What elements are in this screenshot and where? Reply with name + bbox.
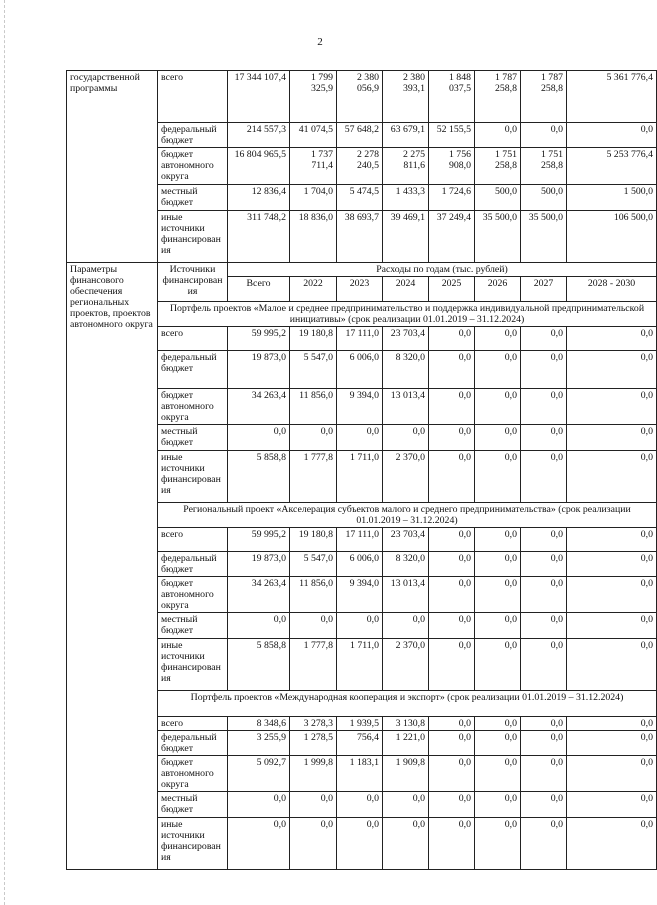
value-cell: 0,0 — [567, 528, 657, 552]
value-cell: 5 858,8 — [228, 451, 290, 503]
value-cell: 0,0 — [429, 425, 475, 451]
expenses-header: Расходы по годам (тыс. рублей) — [228, 263, 657, 277]
value-cell: 9 394,0 — [337, 577, 383, 613]
value-cell: 0,0 — [429, 639, 475, 691]
value-cell: 1 724,6 — [429, 185, 475, 211]
value-cell: 0,0 — [567, 717, 657, 731]
value-cell: 1 704,0 — [290, 185, 337, 211]
value-cell: 23 703,4 — [383, 528, 429, 552]
value-cell: 0,0 — [228, 425, 290, 451]
value-cell: 0,0 — [475, 717, 521, 731]
table-row — [67, 263, 657, 277]
year-header: 2022 — [290, 277, 337, 302]
value-cell: 0,0 — [521, 818, 567, 870]
value-cell: 0,0 — [475, 451, 521, 503]
value-cell: 0,0 — [228, 792, 290, 818]
value-cell: 0,0 — [567, 639, 657, 691]
value-cell: 0,0 — [567, 123, 657, 148]
value-cell: 0,0 — [475, 577, 521, 613]
value-cell: 11 856,0 — [290, 577, 337, 613]
source-label: местный бюджет — [158, 185, 228, 211]
value-cell: 0,0 — [290, 792, 337, 818]
value-cell: 0,0 — [429, 731, 475, 756]
value-cell: 0,0 — [475, 327, 521, 351]
value-cell: 1 909,8 — [383, 756, 429, 792]
value-cell: 0,0 — [429, 351, 475, 389]
value-cell: 0,0 — [475, 123, 521, 148]
value-cell: 19 873,0 — [228, 351, 290, 389]
value-cell: 0,0 — [521, 639, 567, 691]
value-cell: 59 995,2 — [228, 327, 290, 351]
value-cell: 1 433,3 — [383, 185, 429, 211]
value-cell: 2 370,0 — [383, 639, 429, 691]
value-cell: 0,0 — [521, 123, 567, 148]
value-cell: 214 557,3 — [228, 123, 290, 148]
source-label: всего — [158, 717, 228, 731]
value-cell: 1 939,5 — [337, 717, 383, 731]
value-cell: 500,0 — [475, 185, 521, 211]
value-cell: 2 380 393,1 — [383, 71, 429, 123]
value-cell: 5 547,0 — [290, 351, 337, 389]
value-cell: 5 547,0 — [290, 552, 337, 577]
value-cell: 500,0 — [521, 185, 567, 211]
value-cell: 0,0 — [567, 818, 657, 870]
value-cell: 0,0 — [567, 756, 657, 792]
value-cell: 5 858,8 — [228, 639, 290, 691]
value-cell: 0,0 — [429, 451, 475, 503]
value-cell: 1 756 908,0 — [429, 148, 475, 185]
params-label: Параметры финансового обеспечения региональных проектов, проектов автономного округа — [67, 263, 158, 870]
value-cell: 2 275 811,6 — [383, 148, 429, 185]
value-cell: 5 474,5 — [337, 185, 383, 211]
value-cell: 52 155,5 — [429, 123, 475, 148]
year-header: 2026 — [475, 277, 521, 302]
value-cell: 0,0 — [429, 528, 475, 552]
source-label: бюджет автономного округа — [158, 577, 228, 613]
value-cell: 0,0 — [567, 577, 657, 613]
value-cell: 0,0 — [521, 756, 567, 792]
value-cell: 2 370,0 — [383, 451, 429, 503]
source-label: всего — [158, 528, 228, 552]
source-label: бюджет автономного округа — [158, 756, 228, 792]
value-cell: 0,0 — [521, 731, 567, 756]
value-cell: 13 013,4 — [383, 577, 429, 613]
year-header: Всего — [228, 277, 290, 302]
value-cell: 0,0 — [429, 818, 475, 870]
value-cell: 0,0 — [475, 756, 521, 792]
source-label: всего — [158, 327, 228, 351]
value-cell: 0,0 — [567, 451, 657, 503]
value-cell: 0,0 — [567, 351, 657, 389]
table-row — [67, 71, 657, 123]
source-label: бюджет автономного округа — [158, 148, 228, 185]
value-cell: 1 787 258,8 — [475, 71, 521, 123]
value-cell: 1 848 037,5 — [429, 71, 475, 123]
value-cell: 0,0 — [567, 389, 657, 425]
value-cell: 0,0 — [521, 528, 567, 552]
value-cell: 0,0 — [228, 613, 290, 639]
value-cell: 34 263,4 — [228, 389, 290, 425]
value-cell: 0,0 — [290, 818, 337, 870]
source-label: местный бюджет — [158, 613, 228, 639]
source-label: федеральный бюджет — [158, 123, 228, 148]
value-cell: 17 111,0 — [337, 327, 383, 351]
value-cell: 0,0 — [567, 731, 657, 756]
value-cell: 3 278,3 — [290, 717, 337, 731]
value-cell: 106 500,0 — [567, 211, 657, 263]
value-cell: 16 804 965,5 — [228, 148, 290, 185]
year-header: 2028 - 2030 — [567, 277, 657, 302]
value-cell: 19 180,8 — [290, 528, 337, 552]
value-cell: 1 500,0 — [567, 185, 657, 211]
value-cell: 1 787 258,8 — [521, 71, 567, 123]
value-cell: 0,0 — [567, 792, 657, 818]
value-cell: 1 999,8 — [290, 756, 337, 792]
value-cell: 59 995,2 — [228, 528, 290, 552]
source-label: иные источники финансирования — [158, 211, 228, 263]
year-header: 2025 — [429, 277, 475, 302]
value-cell: 1 221,0 — [383, 731, 429, 756]
value-cell: 0,0 — [521, 613, 567, 639]
value-cell: 12 836,4 — [228, 185, 290, 211]
value-cell: 0,0 — [383, 425, 429, 451]
value-cell: 0,0 — [567, 552, 657, 577]
value-cell: 57 648,2 — [337, 123, 383, 148]
value-cell: 19 180,8 — [290, 327, 337, 351]
year-header: 2024 — [383, 277, 429, 302]
source-label: иные источники финансирования — [158, 639, 228, 691]
value-cell: 0,0 — [475, 613, 521, 639]
value-cell: 311 748,2 — [228, 211, 290, 263]
value-cell: 0,0 — [337, 613, 383, 639]
value-cell: 37 249,4 — [429, 211, 475, 263]
value-cell: 63 679,1 — [383, 123, 429, 148]
value-cell: 0,0 — [429, 792, 475, 818]
value-cell: 0,0 — [521, 577, 567, 613]
value-cell: 0,0 — [521, 451, 567, 503]
value-cell: 0,0 — [567, 425, 657, 451]
value-cell: 0,0 — [521, 792, 567, 818]
value-cell: 0,0 — [337, 792, 383, 818]
value-cell: 13 013,4 — [383, 389, 429, 425]
value-cell: 0,0 — [228, 818, 290, 870]
value-cell: 0,0 — [521, 327, 567, 351]
value-cell: 8 348,6 — [228, 717, 290, 731]
value-cell: 0,0 — [475, 639, 521, 691]
value-cell: 0,0 — [475, 528, 521, 552]
source-label: местный бюджет — [158, 792, 228, 818]
value-cell: 35 500,0 — [521, 211, 567, 263]
value-cell: 5 092,7 — [228, 756, 290, 792]
value-cell: 0,0 — [475, 792, 521, 818]
source-label: федеральный бюджет — [158, 731, 228, 756]
source-label: иные источники финансирования — [158, 818, 228, 870]
value-cell: 0,0 — [429, 327, 475, 351]
year-header: 2027 — [521, 277, 567, 302]
value-cell: 0,0 — [337, 425, 383, 451]
value-cell: 0,0 — [521, 351, 567, 389]
value-cell: 5 253 776,4 — [567, 148, 657, 185]
value-cell: 6 006,0 — [337, 351, 383, 389]
value-cell: 0,0 — [383, 818, 429, 870]
value-cell: 8 320,0 — [383, 351, 429, 389]
value-cell: 0,0 — [429, 389, 475, 425]
value-cell: 1 751 258,8 — [521, 148, 567, 185]
source-label: всего — [158, 71, 228, 123]
value-cell: 0,0 — [475, 351, 521, 389]
value-cell: 38 693,7 — [337, 211, 383, 263]
value-cell: 0,0 — [475, 552, 521, 577]
value-cell: 11 856,0 — [290, 389, 337, 425]
value-cell: 6 006,0 — [337, 552, 383, 577]
value-cell: 5 361 776,4 — [567, 71, 657, 123]
value-cell: 17 111,0 — [337, 528, 383, 552]
value-cell: 1 278,5 — [290, 731, 337, 756]
section-title: Портфель проектов «Международная кооперация и экспорт» (срок реализации 01.01.2019 – 31.12.2024) — [158, 691, 657, 717]
value-cell: 756,4 — [337, 731, 383, 756]
value-cell: 1 737 711,4 — [290, 148, 337, 185]
scan-edge-line — [4, 0, 5, 905]
value-cell: 18 836,0 — [290, 211, 337, 263]
value-cell: 0,0 — [429, 552, 475, 577]
value-cell: 1 711,0 — [337, 451, 383, 503]
value-cell: 0,0 — [429, 577, 475, 613]
value-cell: 17 344 107,4 — [228, 71, 290, 123]
value-cell: 0,0 — [475, 731, 521, 756]
value-cell: 19 873,0 — [228, 552, 290, 577]
finance-table-body — [67, 71, 657, 870]
value-cell: 0,0 — [475, 389, 521, 425]
value-cell: 1 183,1 — [337, 756, 383, 792]
value-cell: 0,0 — [475, 425, 521, 451]
section-title: Региональный проект «Акселерация субъектов малого и среднего предпринимательства» (срок реализации 01.01.2019 – 31.12.2024) — [158, 503, 657, 528]
value-cell: 0,0 — [521, 425, 567, 451]
value-cell: 41 074,5 — [290, 123, 337, 148]
value-cell: 1 777,8 — [290, 451, 337, 503]
year-header: 2023 — [337, 277, 383, 302]
value-cell: 0,0 — [383, 613, 429, 639]
value-cell: 0,0 — [521, 389, 567, 425]
value-cell: 1 751 258,8 — [475, 148, 521, 185]
value-cell: 3 130,8 — [383, 717, 429, 731]
value-cell: 2 380 056,9 — [337, 71, 383, 123]
value-cell: 35 500,0 — [475, 211, 521, 263]
finance-table — [66, 70, 657, 870]
value-cell: 0,0 — [429, 717, 475, 731]
value-cell: 0,0 — [567, 327, 657, 351]
value-cell: 39 469,1 — [383, 211, 429, 263]
value-cell: 0,0 — [567, 613, 657, 639]
source-label: бюджет автономного округа — [158, 389, 228, 425]
value-cell: 0,0 — [429, 756, 475, 792]
value-cell: 9 394,0 — [337, 389, 383, 425]
source-label: местный бюджет — [158, 425, 228, 451]
value-cell: 0,0 — [475, 818, 521, 870]
value-cell: 1 711,0 — [337, 639, 383, 691]
value-cell: 0,0 — [383, 792, 429, 818]
value-cell: 0,0 — [290, 613, 337, 639]
programme-label: государственной программы — [67, 71, 158, 263]
value-cell: 0,0 — [290, 425, 337, 451]
section-title: Портфель проектов «Малое и среднее предпринимательство и поддержка индивидуальной предпринимательской инициативы» (срок реализации 01.01.2019 – 31.12.2024) — [158, 302, 657, 327]
source-label: федеральный бюджет — [158, 552, 228, 577]
value-cell: 0,0 — [429, 613, 475, 639]
value-cell: 3 255,9 — [228, 731, 290, 756]
value-cell: 0,0 — [521, 717, 567, 731]
value-cell: 8 320,0 — [383, 552, 429, 577]
value-cell: 1 777,8 — [290, 639, 337, 691]
value-cell: 1 799 325,9 — [290, 71, 337, 123]
source-label: федеральный бюджет — [158, 351, 228, 389]
value-cell: 34 263,4 — [228, 577, 290, 613]
page-number: 2 — [317, 36, 323, 48]
value-cell: 0,0 — [337, 818, 383, 870]
source-label: иные источники финансирования — [158, 451, 228, 503]
value-cell: 2 278 240,5 — [337, 148, 383, 185]
sources-header: Источники финансирования — [158, 263, 228, 302]
value-cell: 0,0 — [521, 552, 567, 577]
value-cell: 23 703,4 — [383, 327, 429, 351]
